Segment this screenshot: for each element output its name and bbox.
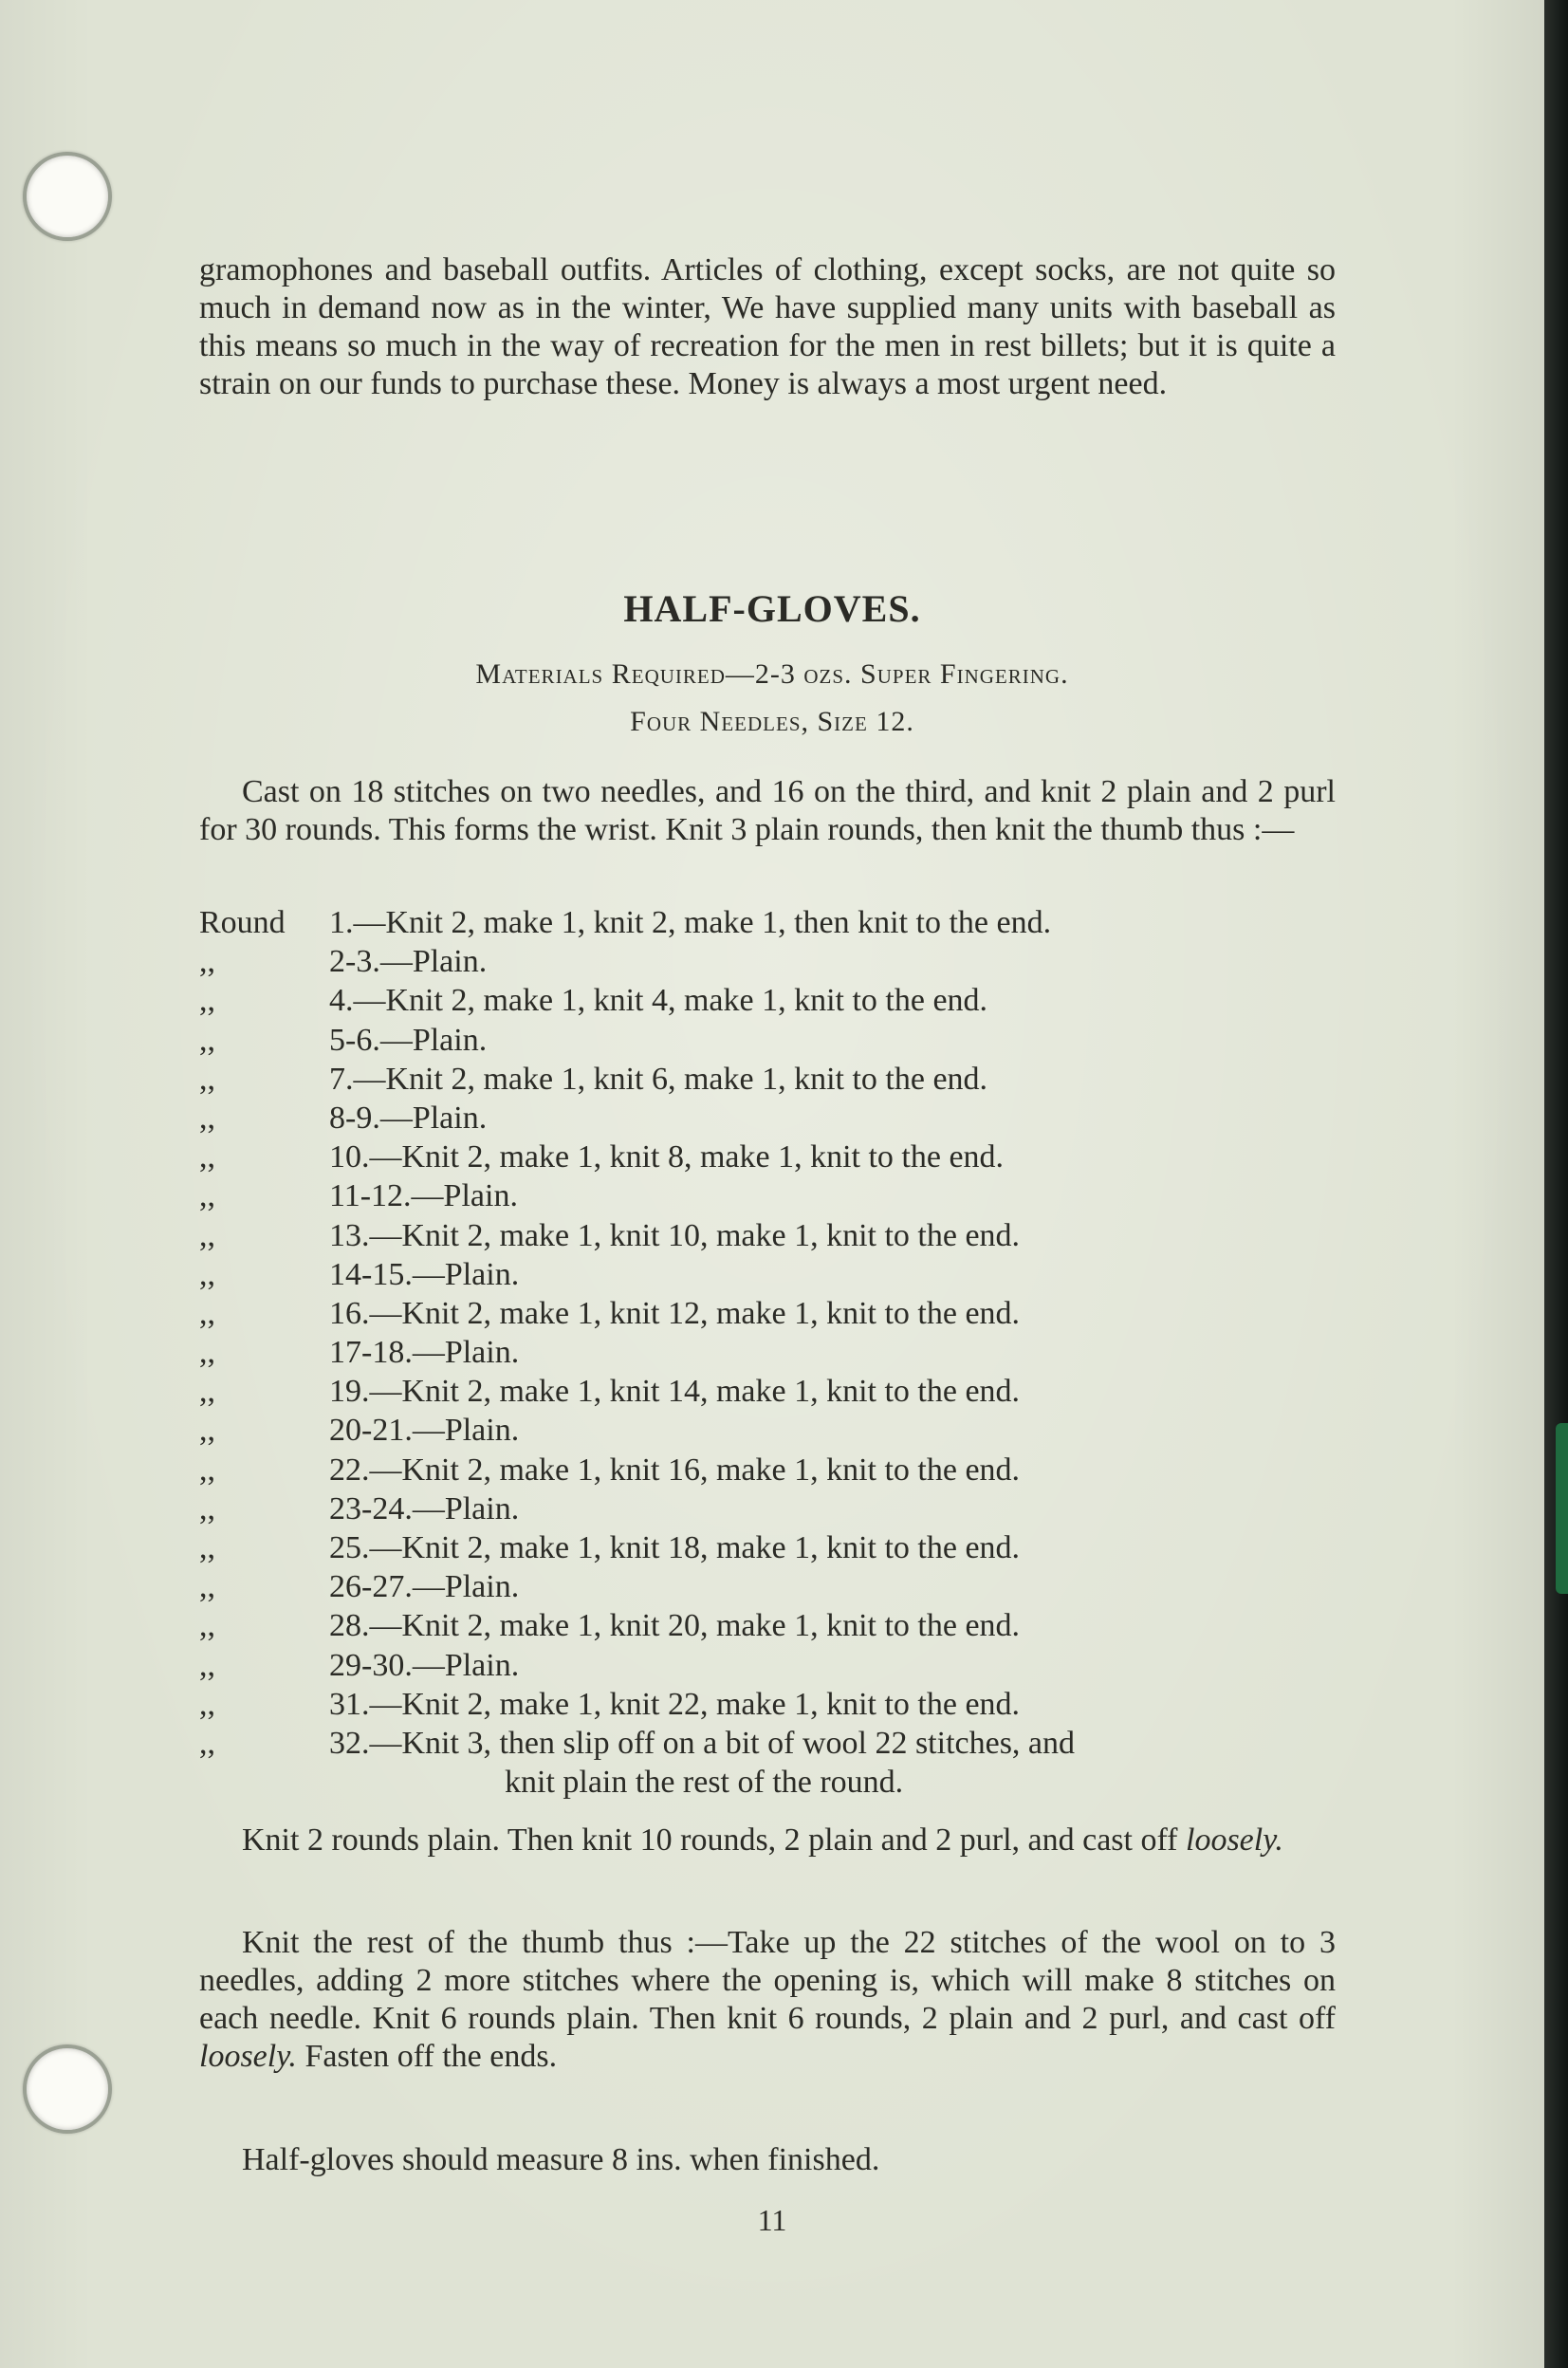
thumb-tail: Fasten off the ends. [304,2039,558,2074]
round-label: ,, [199,1217,215,1253]
round-text: 4.—Knit 2, make 1, knit 4, make 1, knit to the end. [329,983,988,1019]
round-label: ,, [199,1413,215,1449]
round-row [199,1062,1356,1101]
measure-paragraph: Half-gloves should measure 8 ins. when finished. [242,2142,880,2177]
round-row [199,1648,1356,1687]
intro-paragraph: gramophones and baseball outfits. Articles of clothing, except socks, are not quite so much in demand now as in the winter, We have supplied many units with baseball as this means so much in the way of recreation for the men in rest billets; but it is quite a strain on our funds to purchase these. Money is always a most urgent need. [199,252,1336,401]
round-text: 10.—Knit 2, make 1, knit 8, make 1, knit to the end. [329,1139,1005,1175]
round-row [199,1335,1356,1374]
round-label: ,, [199,1725,215,1761]
round-text: 26-27.—Plain. [329,1569,520,1605]
round-row [199,944,1356,983]
punch-hole-bottom [23,2044,112,2134]
round-text: 11-12.—Plain. [329,1178,518,1214]
round-label: ,, [199,944,215,980]
round-text: 17-18.—Plain. [329,1335,520,1371]
rounds-list [199,905,1356,1804]
round-row [199,1608,1356,1647]
round-text: 20-21.—Plain. [329,1413,520,1449]
round-label: ,, [199,1647,215,1683]
round-row [199,1530,1356,1569]
finish-wrist-emphasis: loosely. [1186,1822,1283,1858]
round-row [199,1257,1356,1296]
finish-wrist-text: Knit 2 rounds plain. Then knit 10 rounds, 2 plain and 2 purl, and cast off [242,1822,1178,1858]
round-label: ,, [199,1452,215,1488]
cast-on-paragraph: Cast on 18 stitches on two needles, and 16 on the third, and knit 2 plain and 2 purl for 30 rounds. This forms the wrist. Knit 3 plain rounds, then knit the thumb thus :— [199,774,1336,847]
round-text: 7.—Knit 2, make 1, knit 6, make 1, knit to the end. [329,1061,988,1097]
round-text: 13.—Knit 2, make 1, knit 10, make 1, knit to the end. [329,1217,1021,1253]
round-row [199,905,1356,944]
round-label: ,, [199,1490,215,1526]
round-row [199,1178,1356,1217]
round-row [199,1452,1356,1491]
round-label: ,, [199,1530,215,1565]
round-label: ,, [199,1335,215,1371]
round-text: 28.—Knit 2, make 1, knit 20, make 1, knit to the end. [329,1608,1021,1644]
round-label: ,, [199,1100,215,1136]
round-text: 32.—Knit 3, then slip off on a bit of wool 22 stitches, and [329,1725,1076,1761]
round-text: 2-3.—Plain. [329,944,488,980]
round-text: 14-15.—Plain. [329,1256,520,1292]
round-text: 22.—Knit 2, make 1, knit 16, make 1, knit to the end. [329,1452,1021,1488]
round-text: 29-30.—Plain. [329,1647,520,1683]
round-row [199,1218,1356,1257]
round-text: 5-6.—Plain. [329,1022,488,1058]
round-row [199,1726,1356,1765]
round-label: ,, [199,1256,215,1292]
finish-wrist-paragraph [199,1822,1336,1859]
needles-line: Four Needles, Size 12. [630,706,914,737]
round-label: Round [199,905,286,940]
round-row [199,1687,1356,1726]
round-row [199,1296,1356,1335]
punch-hole-top [23,152,112,241]
round-label: ,, [199,1295,215,1331]
thumb-text: Knit the rest of the thumb thus :—Take up the 22 stitches of the wool on to 3 needles, adding 2 more stitches where the opening is, which will make 8 stitches on each needle. Knit 6 rounds plain. Then knit 6 rounds, 2 plain and 2 purl, and cast off [199,1925,1336,2036]
round-label: ,, [199,1139,215,1175]
round-row [199,1023,1356,1062]
page-edge-shadow [1544,0,1568,2368]
round-label: ,, [199,1178,215,1214]
round-row [199,1569,1356,1608]
round-text: 16.—Knit 2, make 1, knit 12, make 1, knit to the end. [329,1295,1021,1331]
thumb-emphasis: loosely. [199,2039,297,2074]
round-label: ,, [199,1374,215,1410]
round-text: 8-9.—Plain. [329,1100,488,1136]
green-tab-marker [1556,1423,1568,1594]
round-text: 25.—Knit 2, make 1, knit 18, make 1, knit to the end. [329,1530,1021,1565]
round-label: ,, [199,983,215,1019]
round-row [199,1139,1356,1178]
materials-line: Materials Required—2-3 ozs. Super Fingering. [475,658,1069,690]
round-label: ,, [199,1569,215,1605]
round-text: 23-24.—Plain. [329,1490,520,1526]
round-32-continuation: knit plain the rest of the round. [505,1765,904,1801]
round-label: ,, [199,1061,215,1097]
pattern-title: HALF-GLOVES. [623,587,921,630]
round-label: ,, [199,1608,215,1644]
round-row [199,1491,1356,1530]
round-row [199,1413,1356,1452]
round-label: ,, [199,1022,215,1058]
round-row [199,1374,1356,1413]
round-row [199,1101,1356,1139]
round-text: 19.—Knit 2, make 1, knit 14, make 1, knit to the end. [329,1374,1021,1410]
round-text: 31.—Knit 2, make 1, knit 22, make 1, knit to the end. [329,1686,1021,1722]
round-text: 1.—Knit 2, make 1, knit 2, make 1, then knit to the end. [329,905,1052,940]
thumb-paragraph [199,1924,1336,2076]
round-row [199,983,1356,1022]
page-number: 11 [757,2203,787,2237]
round-label: ,, [199,1686,215,1722]
